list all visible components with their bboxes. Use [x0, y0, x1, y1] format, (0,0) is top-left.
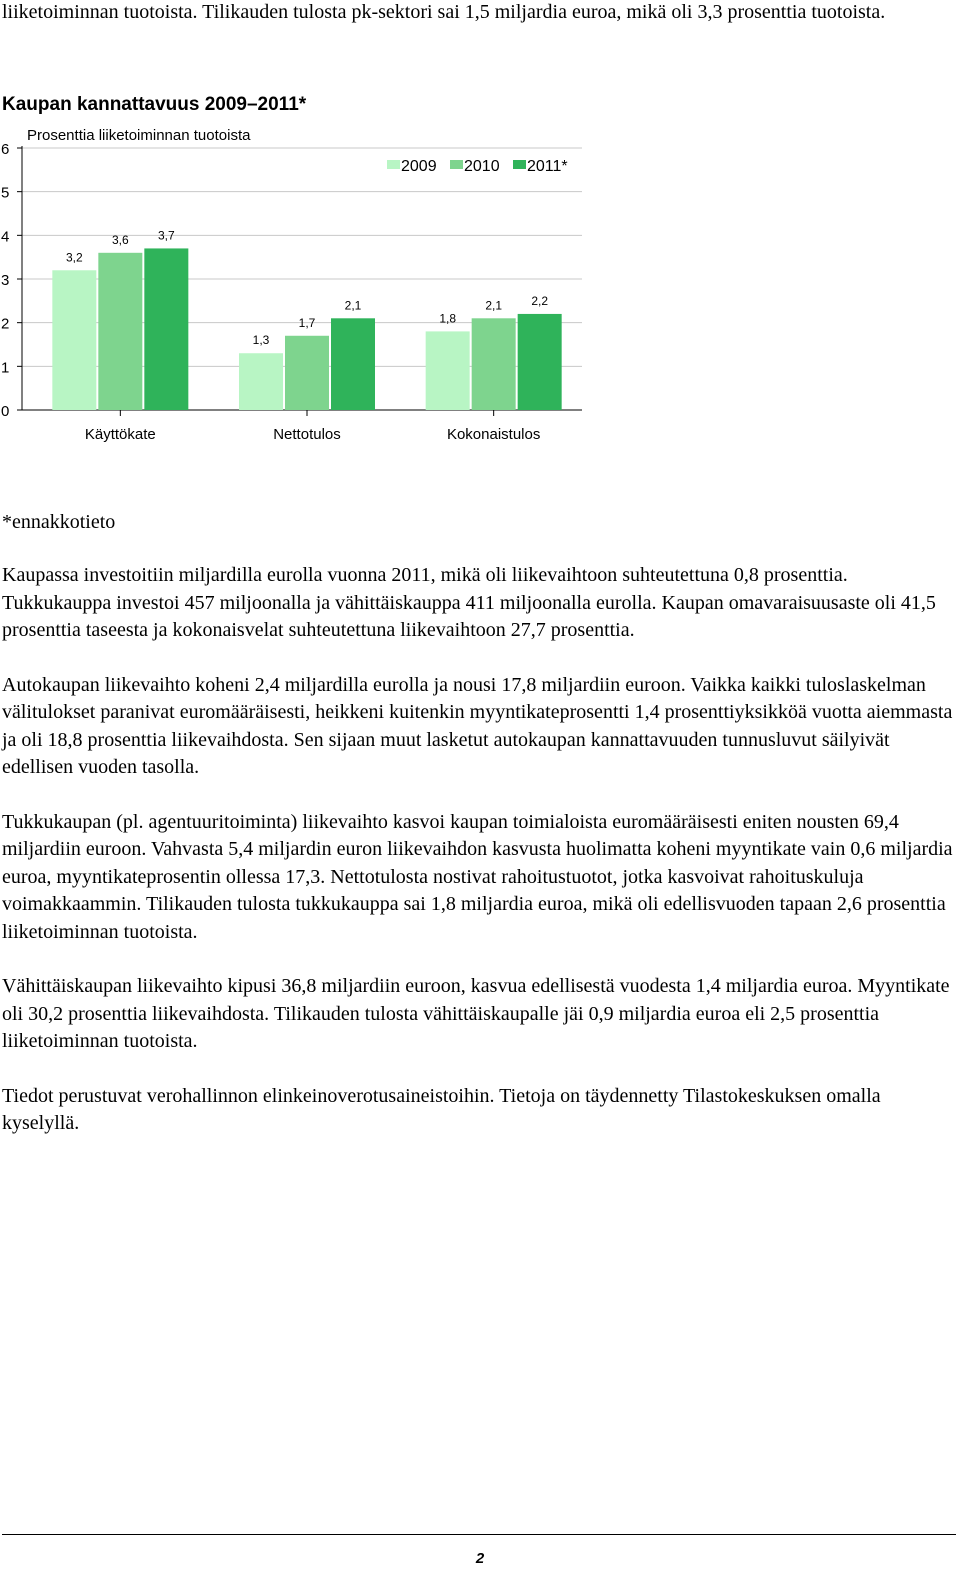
bar-value-label: 1,7 [298, 315, 316, 330]
paragraph-investments: Kaupassa investoitiin miljardilla eurolla vuonna 2011, mikä oli liikevaihtoon suhteutettuna 0,8 prosenttia. Tukkukauppa investoi 457 miljoonalla ja vähittäiskauppa 411 miljoonalla eurolla. Kaupan omavaraisuusaste oli 41,5 prosenttia taseesta ja kokonaisvelat suhteutettuna liikevaihtoon 27,7 prosenttia. [2, 564, 936, 641]
x-tick-label: Käyttökate [84, 426, 156, 443]
bar [426, 331, 470, 410]
y-axis-title: Prosenttia liiketoiminnan tuotoista [27, 127, 251, 144]
page-number: 2 [475, 1550, 485, 1567]
bar-value-label: 1,3 [252, 333, 270, 348]
footnote: *ennakkotieto [2, 511, 116, 533]
y-tick-label: 2 [1, 315, 10, 333]
y-tick-label: 5 [1, 184, 10, 202]
bar-value-label: 2,1 [485, 298, 503, 313]
bar-value-label: 1,8 [439, 311, 457, 326]
paragraph-sources: Tiedot perustuvat verohallinnon elinkeinoverotusaineistoihin. Tietoja on täydennetty Tilastokeskuksen omalla kyselyllä. [2, 1084, 881, 1134]
y-tick-label: 1 [1, 359, 10, 377]
paragraph-retail: Vähittäiskaupan liikevaihto kipusi 36,8 miljardiin euroon, kasvua edellisestä vuodesta 1,4 miljardia euroa. Myyntikate oli 30,2 prosenttia liikevaihdosta. Tilikauden tulosta vähittäiskaupalle jäi 0,9 miljardia euroa eli 2,5 prosenttia liiketoiminnan tuotoista. [2, 975, 950, 1052]
paragraph-wholesale: Tukkukaupan (pl. agentuuritoiminta) liikevaihto kasvoi kaupan toimialoista euromääräisesti eniten nousten 69,4 miljardiin euroon. Vahvasta 5,4 miljardin euron liikevaihdon kasvusta huolimatta koheni myyntikate vain 0,6 miljardia euroa, myyntikateprosentin ollessa 17,3. Nettotulosta nostivat rahoitustuotot, jotka kasvoivat rahoituskuluja voimakkaammin. Tilikauden tulosta tukkukauppa sai 1,8 miljardia euroa, mikä oli edellisvuoden tapaan 2,6 prosenttia liiketoiminnan tuotoista. [2, 810, 953, 943]
bar [144, 248, 188, 410]
legend-swatch [387, 160, 400, 169]
bar [239, 353, 283, 410]
bar [98, 253, 142, 410]
body-text [2, 562, 958, 1165]
bar [518, 314, 562, 410]
lead-paragraph: liiketoiminnan tuotoista. Tilikauden tulosta pk-sektori sai 1,5 miljardia euroa, mikä oli 3,3 prosenttia tuotoista. [2, 1, 886, 23]
bar-value-label: 2,1 [344, 298, 362, 313]
x-tick-label: Nettotulos [273, 426, 341, 443]
legend-label: 2010 [464, 158, 500, 175]
paragraph-car-trade: Autokaupan liikevaihto koheni 2,4 miljardilla eurolla ja nousi 17,8 miljardiin euroon. Vaikka kaikki tuloslaskelman välitulokset paranivat euromääräisesti, heikkeni kuitenkin myyntikateprosentti 1,4 prosenttiyksikköä vuotta aiemmasta ja oli 18,8 prosenttia liikevaihdosta. Sen sijaan muut lasketut autokaupan kannattavuuden tunnusluvut säilyivät edellisen vuoden tasolla. [2, 673, 953, 778]
chart-title: Kaupan kannattavuus 2009–2011* [2, 94, 307, 115]
legend-label: 2011* [527, 158, 568, 175]
bar [52, 270, 96, 410]
y-tick-label: 0 [1, 403, 10, 420]
legend-swatch [450, 160, 463, 169]
bar [331, 318, 375, 410]
bar-chart [0, 120, 600, 450]
y-tick-label: 4 [1, 228, 10, 246]
legend-label: 2009 [401, 158, 437, 175]
x-tick-label: Kokonaistulos [446, 426, 541, 443]
bar-value-label: 3,7 [157, 228, 175, 243]
y-tick-label: 3 [1, 272, 10, 289]
bar-value-label: 3,6 [111, 232, 129, 247]
bar [472, 318, 516, 410]
footer-divider [2, 1534, 956, 1535]
y-tick-label: 6 [1, 141, 10, 158]
bar-value-label: 3,2 [65, 250, 83, 265]
legend-swatch [513, 160, 526, 169]
bar-value-label: 2,2 [531, 293, 549, 308]
bar [285, 336, 329, 410]
